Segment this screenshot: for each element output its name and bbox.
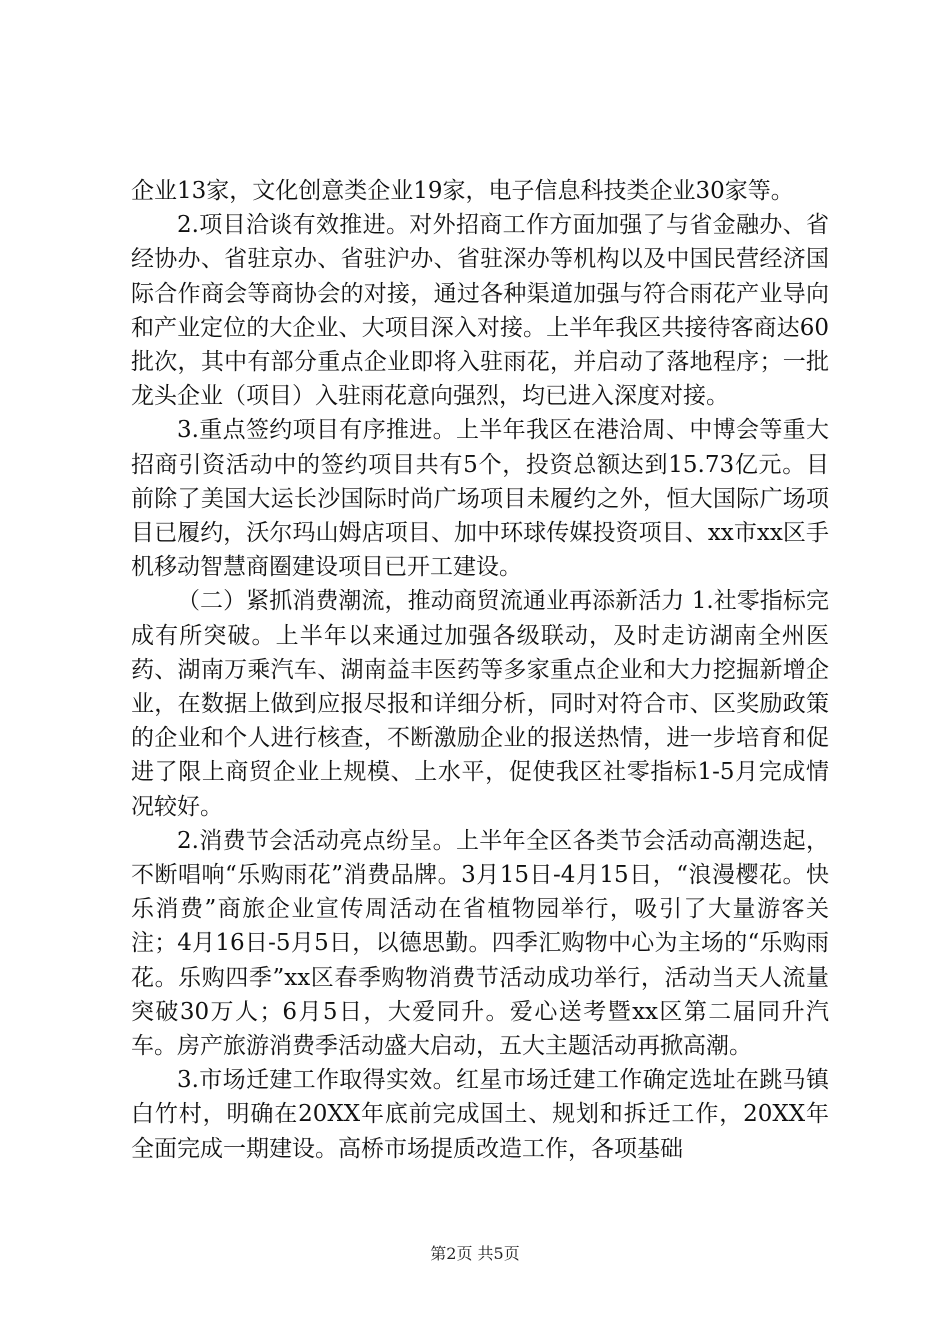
paragraph-continuation: 企业13家，文化创意类企业19家，电子信息科技类企业30家等。 bbox=[131, 178, 794, 204]
paragraph-market-relocation: 3.市场迁建工作取得实效。红星市场迁建工作确定选址在跳马镇白竹村，明确在20XX年底前完成国土、规划和拆迁工作，20XX年全面完成一期建设。高桥市场提质改造工作，各项基础 bbox=[131, 1067, 829, 1162]
page-number-footer: 第2页 共5页 bbox=[430, 1244, 520, 1263]
document-body bbox=[131, 174, 829, 1166]
paragraph-consumption-trends: （二）紧抓消费潮流，推动商贸流通业再添新活力 1.社零指标完成有所突破。上半年以来通过加强各级联动，及时走访湖南全州医药、湖南万乘汽车、湖南益丰医药等多家重点企业和大力挖掘新增企业，在数据上做到应报尽报和详细分析，同时对符合市、区奖励政策的企业和个人进行核查，不断激励企业的报送热情，进一步培育和促进了限上商贸企业上规模、上水平，促使我区社零指标1-5月完成情况较好。 bbox=[131, 588, 829, 820]
paragraph-signed-projects: 3.重点签约项目有序推进。上半年我区在港洽周、中博会等重大招商引资活动中的签约项目共有5个，投资总额达到15.73亿元。目前除了美国大运长沙国际时尚广场项目未履约之外，恒大国际广场项目已履约，沃尔玛山姆店项目、加中环球传媒投资项目、xx市xx区手机移动智慧商圈建设项目已开工建设。 bbox=[131, 417, 829, 581]
paragraph-consumption-festivals: 2.消费节会活动亮点纷呈。上半年全区各类节会活动高潮迭起，不断唱响“乐购雨花”消费品牌。3月15日-4月15日，“浪漫樱花。快乐消费”商旅企业宣传周活动在省植物园举行，吸引了大量游客关注；4月16日-5月5日，以德思勤。四季汇购物中心为主场的“乐购雨花。乐购四季”xx区春季购物消费节活动成功举行，活动当天人流量突破30万人；6月5日，大爱同升。爱心送考暨xx区第二届同升汽车。房产旅游消费季活动盛大启动，五大主题活动再掀高潮。 bbox=[131, 827, 829, 1060]
paragraph-project-negotiation: 2.项目洽谈有效推进。对外招商工作方面加强了与省金融办、省经协办、省驻京办、省驻沪办、省驻深办等机构以及中国民营经济国际合作商会等商协会的对接，通过各种渠道加强与符合雨花产业导向和产业定位的大企业、大项目深入对接。上半年我区共接待客商达60批次，其中有部分重点企业即将入驻雨花，并启动了落地程序；一批龙头企业（项目）入驻雨花意向强烈，均已进入深度对接。 bbox=[131, 212, 829, 410]
